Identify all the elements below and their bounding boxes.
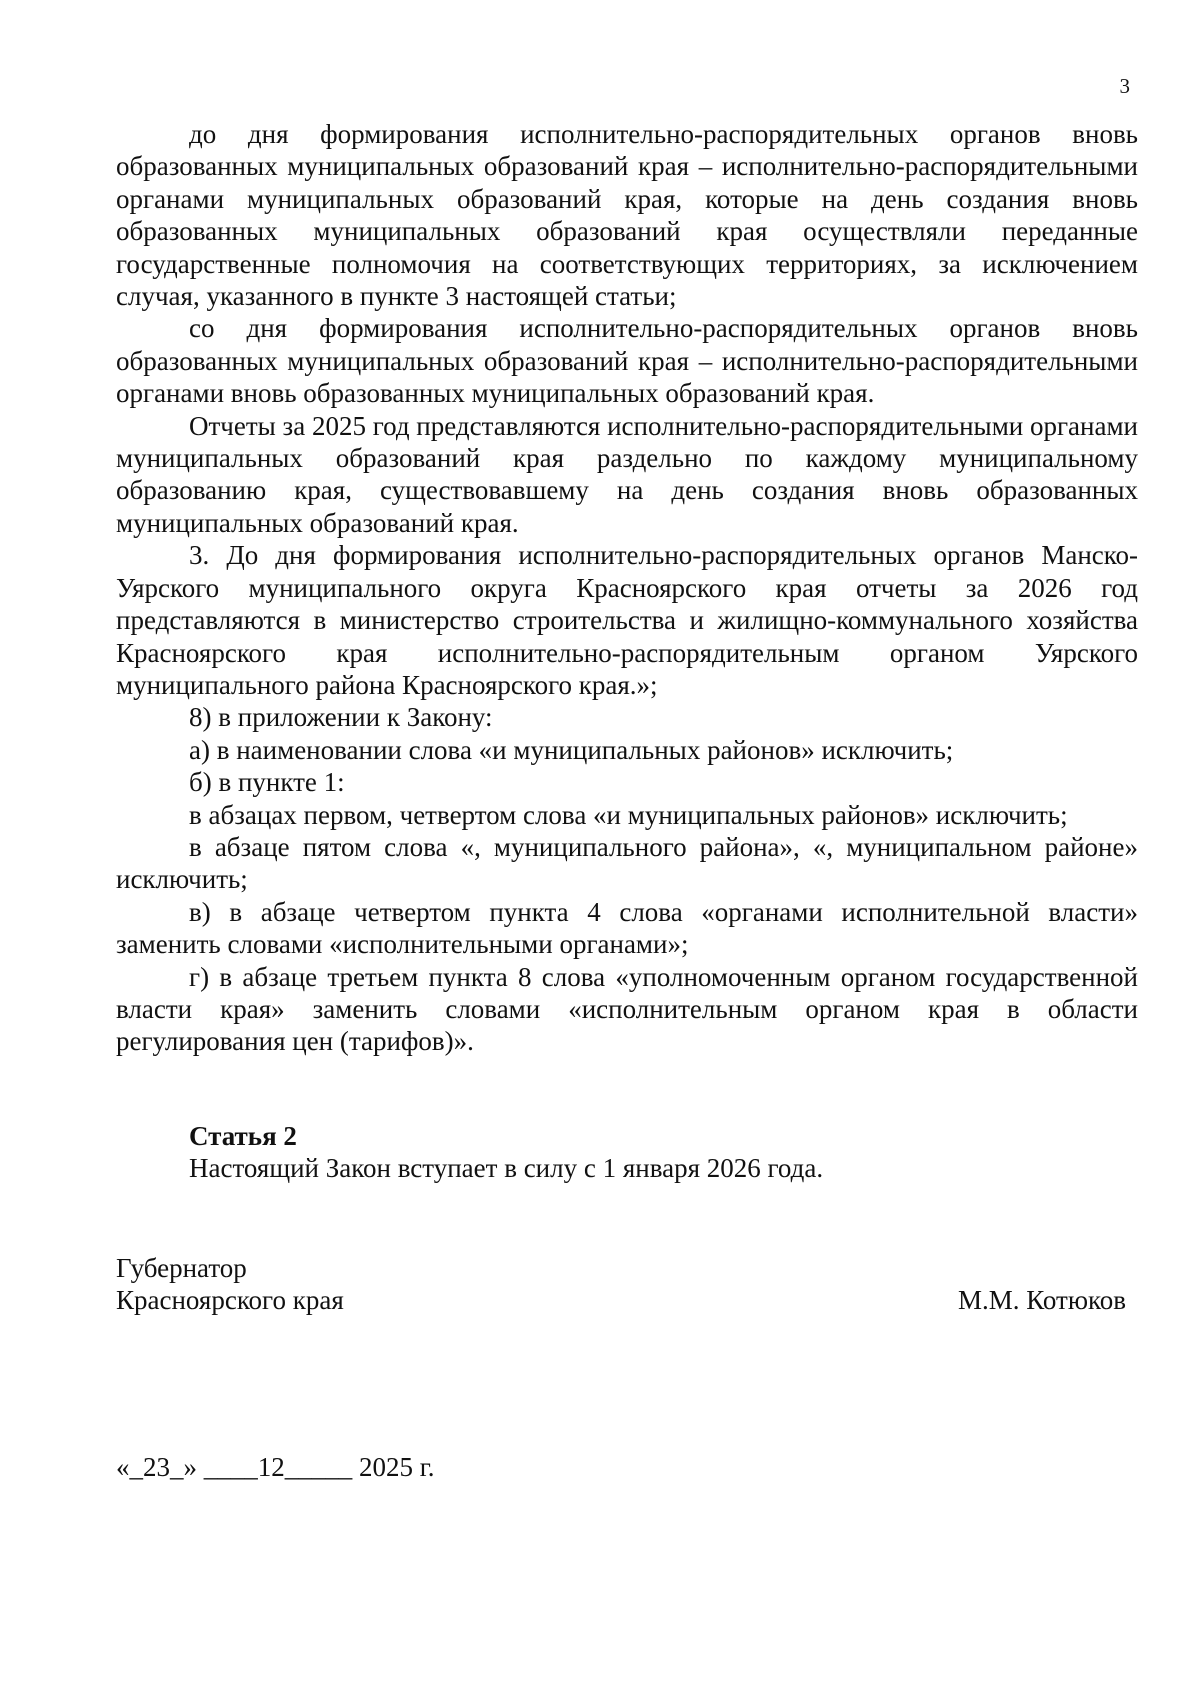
paragraph-11: г) в абзаце третьем пункта 8 слова «уполномоченным органом государственной власти края» заменить словами «исполнительным органом края в области регулирования цен (тарифов)».	[116, 961, 1138, 1057]
signer-name: М.М. Котюков	[957, 1285, 1126, 1316]
paragraph-8: в абзацах первом, четвертом слова «и муниципальных районов» исключить;	[189, 799, 1068, 830]
paragraph-4: 3. До дня формирования исполнительно-распорядительных органов Манско-Уярского муниципального округа Красноярского края отчеты за 2026 год представляются в министерство строительства и жилищно-коммунального хозяйства Красноярского края исполнительно-распорядительным органом Уярского муниципального района Красноярского края.»;	[116, 540, 1138, 700]
paragraph-3: Отчеты за 2025 год представляются исполнительно-распорядительными органами муниципальных образований края раздельно по каждому муниципальному образованию края, существовавшему на день создания вновь образованных муниципальных образований края.	[116, 410, 1139, 538]
paragraph-10: в) в абзаце четвертом пункта 4 слова «органами исполнительной власти» заменить словами «исполнительными органами»;	[116, 896, 1138, 960]
paragraph-7: б) в пункте 1:	[189, 767, 345, 798]
signature-block	[116, 1252, 1126, 1317]
signer-position-line2: Красноярского края	[116, 1285, 344, 1316]
signing-date: «_23_» ____12_____ 2025 г.	[116, 1452, 435, 1482]
body-text	[116, 118, 1138, 1058]
signature-row	[116, 1284, 1126, 1316]
paragraph-5: 8) в приложении к Закону:	[189, 702, 493, 733]
paragraph-2: со дня формирования исполнительно-распорядительных органов вновь образованных муниципальных образований края – исполнительно-распорядительными органами вновь образованных муниципальных образований края.	[116, 313, 1138, 409]
paragraph-1: до дня формирования исполнительно-распорядительных органов вновь образованных муниципальных образований края – исполнительно-распорядительными органами муниципальных образований края, которые на день создания вновь образованных муниципальных образований края осуществляли переданные государственные полномочия на соответствующих территориях, за исключением случая, указанного в пункте 3 настоящей статьи;	[116, 119, 1138, 312]
page-number: 3	[1119, 74, 1130, 98]
paragraph-6: а) в наименовании слова «и муниципальных районов» исключить;	[189, 734, 954, 765]
article-2	[189, 1120, 1089, 1185]
article-title: Статья 2	[189, 1121, 297, 1151]
article-text: Настоящий Закон вступает в силу с 1 января 2026 года.	[189, 1153, 824, 1184]
paragraph-9: в абзаце пятом слова «, муниципального района», «, муниципальном районе» исключить;	[116, 831, 1138, 895]
signer-position-line1: Губернатор	[116, 1253, 247, 1283]
